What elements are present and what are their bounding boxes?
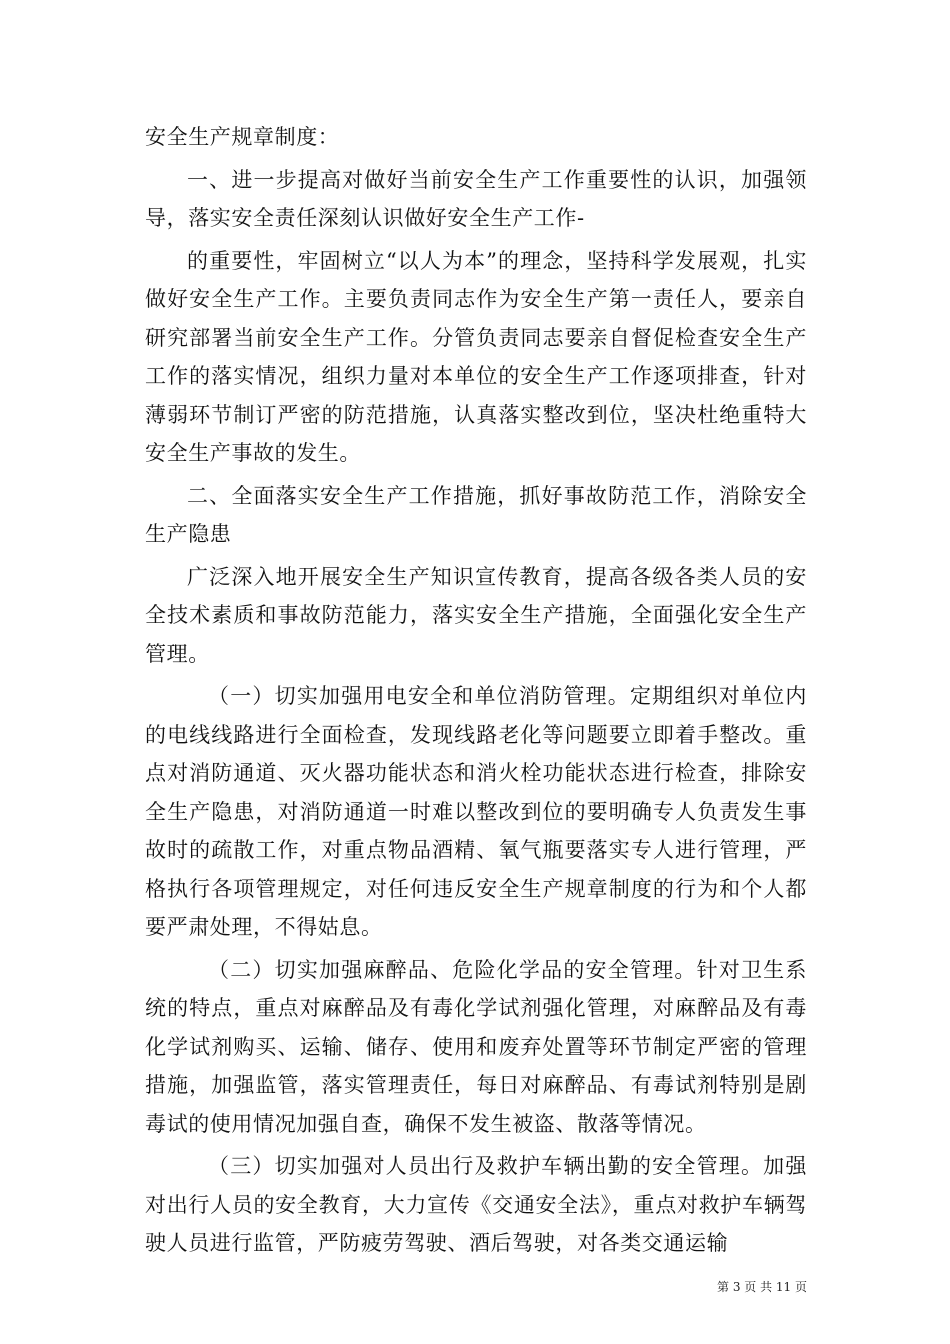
paragraph-section-one-body: 的重要性，牢固树立“以人为本”的理念，坚持科学发展观，扎实做好安全生产工作。主要负责同志作为安全生产第一责任人，要亲自研究部署当前安全生产工作。分管负责同志要亲自督促检查安全生产工作的落实情况，组织力量对本单位的安全生产工作逐项排查，针对薄弱环节制订严密的防范措施，认真落实整改到位，坚决杜绝重特大安全生产事故的发生。 <box>145 248 807 465</box>
page-number: 第 3 页 共 11 页 <box>717 1280 807 1294</box>
paragraph-section-two-title: 二、全面落实安全生产工作措施，抓好事故防范工作，消除安全生产隐患 <box>145 483 807 546</box>
paragraph-item-three: （三）切实加强对人员出行及救护车辆出勤的安全管理。加强对出行人员的安全教育，大力宣传《交通安全法》，重点对救护车辆驾驶人员进行监管，严防疲劳驾驶、酒后驾驶，对各类交通运输 <box>145 1154 807 1255</box>
paragraph-section-two-intro: 广泛深入地开展安全生产知识宣传教育，提高各级各类人员的安全技术素质和事故防范能力，落实安全生产措施，全面强化安全生产管理。 <box>145 564 807 666</box>
document-body <box>145 118 807 1267</box>
paragraph-item-one: （一）切实加强用电安全和单位消防管理。定期组织对单位内的电线线路进行全面检查，发现线路老化等问题要立即着手整改。重点对消防通道、灭火器功能状态和消火栓功能状态进行检查，排除安全生产隐患，对消防通道一时难以整改到位的要明确专人负责发生事故时的疏散工作，对重点物品酒精、氧气瓶要落实专人进行管理，严格执行各项管理规定，对任何违反安全生产规章制度的行为和个人都要严肃处理，不得姑息。 <box>145 684 807 939</box>
paragraph-section-one-title: 一、进一步提高对做好当前安全生产工作重要性的认识，加强领导，落实安全责任深刻认识做好安全生产工作- <box>145 167 807 230</box>
paragraph-heading-intro: 安全生产规章制度： <box>145 125 340 149</box>
paragraph-item-two: （二）切实加强麻醉品、危险化学品的安全管理。针对卫生系统的特点，重点对麻醉品及有毒化学试剂强化管理，对麻醉品及有毒化学试剂购买、运输、储存、使用和废弃处置等环节制定严密的管理措施，加强监管，落实管理责任，每日对麻醉品、有毒试剂特别是剧毒试的使用情况加强自查，确保不发生被盗、散落等情况。 <box>145 957 807 1136</box>
